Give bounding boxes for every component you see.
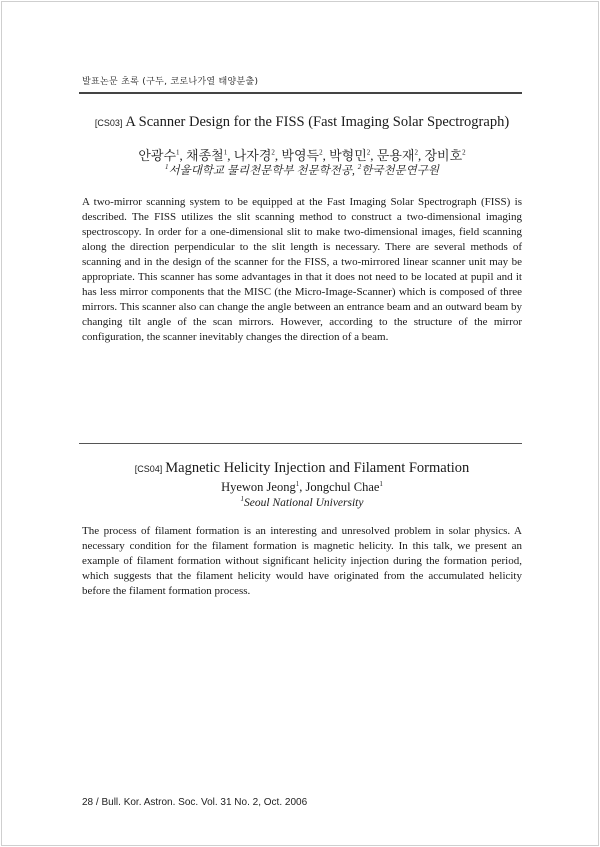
author-name: 문용재 <box>376 148 415 163</box>
author-affil-mark: 2 <box>366 148 371 157</box>
abstract-title: Magnetic Helicity Injection and Filament Formation <box>165 460 470 476</box>
author-name: 박영득 <box>281 148 320 163</box>
abstract-code: [CS04] <box>134 464 163 474</box>
author-name: 나자경 <box>233 148 272 163</box>
affil-mark: 2 <box>357 163 362 172</box>
section-divider <box>79 443 522 444</box>
author-name: 안광수 <box>138 148 177 163</box>
author-affil-mark: 2 <box>414 148 418 157</box>
author-name: Hyewon Jeong <box>221 480 296 494</box>
author-affil-mark: 1 <box>176 148 180 157</box>
page-footer: 28 / Bull. Kor. Astron. Soc. Vol. 31 No. 2, Oct. 2006 <box>82 797 308 808</box>
abstract-cs03 <box>82 113 522 345</box>
affiliation: 한국천문연구원 <box>361 165 439 177</box>
author-name: 채종철 <box>186 148 224 163</box>
abstract-body: A two-mirror scanning system to be equipped at the Fast Imaging Solar Spectrograph (FISS) is described. The FISS utilizes the slit scanning method to construct a two-dimensional imaging spectroscopy. In order for a one-dimensional slit to make two-dimensional images, field scanning along the direction perpendicular to the slit length is necessary. There are several methods of scanning and in the design of the scanner for the FISS, a two-mirrored linear scanner unit may be appropriate. This scanner has some advantages in that it does not need to be located at pupil and it has less mirror components that the MISC (the Micro-Image-Scanner) which is composed of three mirrors. This scanner also can change the angle between an entrance beam and an outward beam by changing tilt angle of the scan mirrors. However, according to the structure of the mirror configuration, the scanner inevitably changes the direction of a beam. <box>82 196 522 343</box>
abstract-code: [CS03] <box>94 118 123 128</box>
affiliation-line <box>82 496 522 511</box>
header-rule <box>79 92 522 94</box>
running-head: 발표논문 초록 (구두, 코로나가열 태양분출) <box>82 77 259 87</box>
affiliation: Seoul National University <box>244 497 364 509</box>
abstract-title: A Scanner Design for the FISS (Fast Imaging Solar Spectrograph) <box>125 114 510 130</box>
affiliation: 서울대학교 물리천문학부 천문학전공 <box>168 165 352 177</box>
author-name: 장비호 <box>424 148 463 163</box>
abstract-title-line <box>82 113 522 132</box>
abstract-title-line <box>82 459 522 478</box>
author-affil-mark: 1 <box>223 148 228 157</box>
author-affil-mark: 1 <box>295 479 300 488</box>
author-name: 박형민 <box>329 148 367 163</box>
affiliation-line: $^1$서울대학교 물리천문학부 천문학전공, $^2$한국천문연구원 <box>164 163 439 177</box>
abstract-cs04 <box>82 459 522 599</box>
author-name: Jongchul Chae <box>305 480 380 494</box>
author-list: 안광수$^1$, 채종철$^1$, 나자경$^2$, 박영득$^2$, 박형민$^2$, 문용재$^2$, 장비호$^2$ <box>138 148 466 163</box>
author-affil-mark: 2 <box>271 148 275 157</box>
affil-mark: 1 <box>240 495 245 504</box>
author-affil-mark: 1 <box>379 479 383 488</box>
author-affil-mark: 2 <box>462 148 466 157</box>
affil-mark: 1 <box>164 163 169 172</box>
author-affil-mark: 2 <box>319 148 323 157</box>
author-list: Hyewon Jeong$^1$, Jongchul Chae$^1$ <box>221 479 383 494</box>
abstract-body: The process of filament formation is an interesting and unresolved problem in solar physics. A necessary condition for the filament formation is magnetic helicity. In this talk, we present an example of filament formation without significant helicity injection during the formation period, which suggests that the filament helicity would have originated from the accumulated helicity before the filament formation process. <box>82 525 522 597</box>
